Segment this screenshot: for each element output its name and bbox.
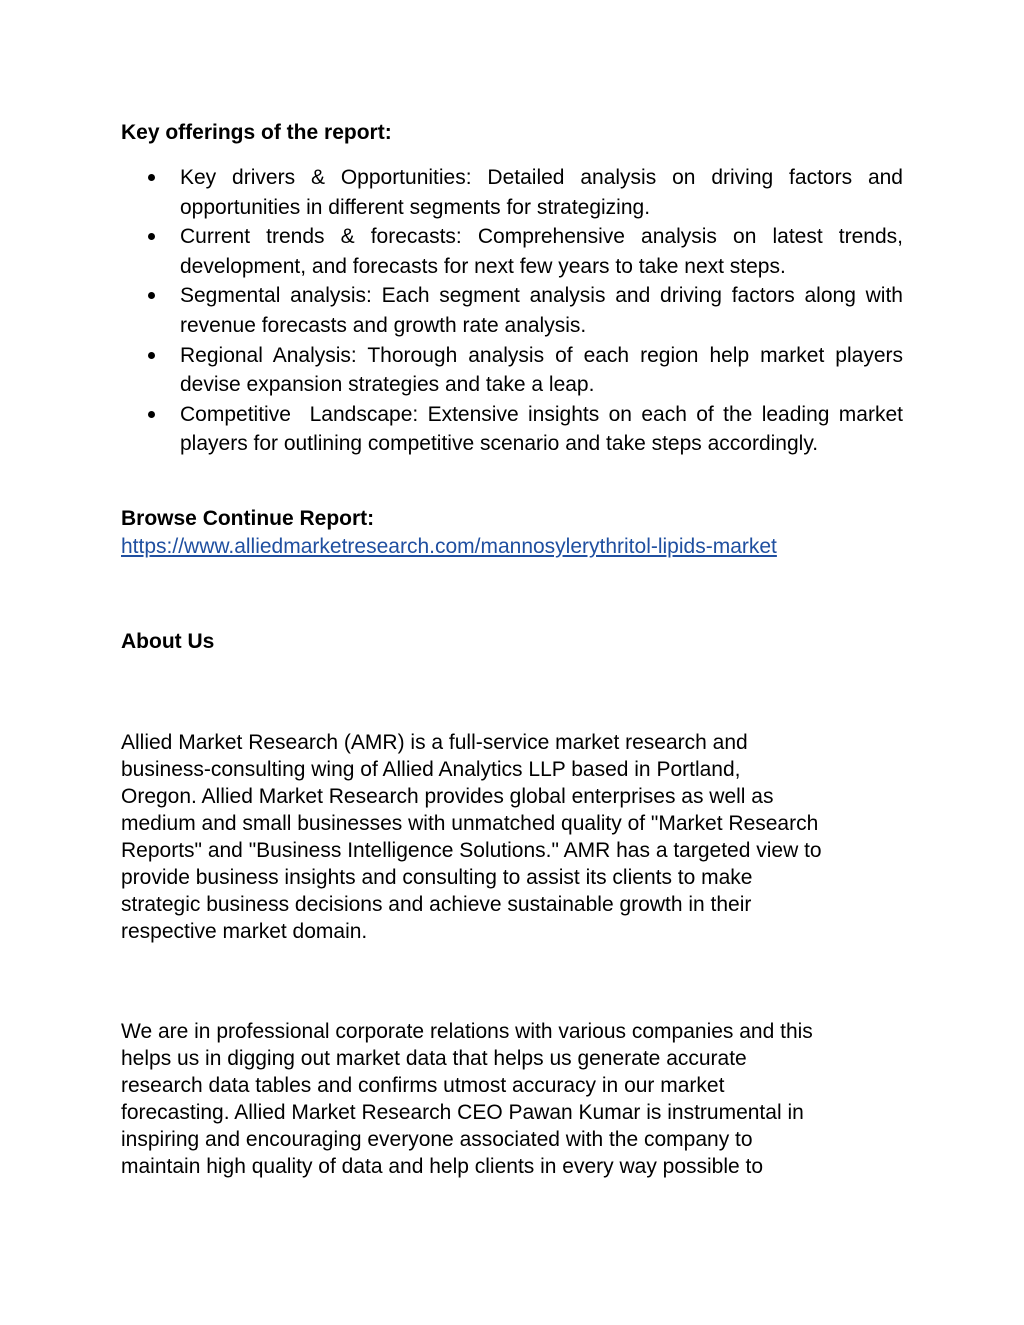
browse-heading: Browse Continue Report: [121,507,375,530]
about-paragraph-2 [121,1018,921,1180]
paragraph-line: Reports" and "Business Intelligence Solutions." AMR has a targeted view to [121,839,822,862]
offering-item-text: Key drivers & Opportunities: Detailed analysis on driving factors and opportunities in different segments for strategizing. [180,166,903,219]
offering-item-text: Segmental analysis: Each segment analysis and driving factors along with revenue forecasts and growth rate analysis. [180,284,903,337]
bullet-icon [148,411,155,418]
offering-item-segmental [0,281,903,340]
paragraph-line: helps us in digging out market data that helps us generate accurate [121,1047,747,1070]
paragraph-line: forecasting. Allied Market Research CEO Pawan Kumar is instrumental in [121,1101,804,1124]
about-heading: About Us [121,630,215,653]
paragraph-line: maintain high quality of data and help clients in every way possible to [121,1155,764,1178]
paragraph-line: respective market domain. [121,920,368,943]
report-link[interactable]: https://www.alliedmarketresearch.com/mannosylerythritol-lipids-market [121,535,777,558]
about-paragraph-1 [121,729,921,945]
paragraph-line: research data tables and confirms utmost accuracy in our market [121,1074,725,1097]
bullet-icon [148,292,155,299]
paragraph-line: Oregon. Allied Market Research provides global enterprises as well as [121,785,774,808]
offering-item-text: Competitive Landscape: Extensive insights on each of the leading market players for outlining competitive scenario and take steps accordingly. [180,402,909,456]
offering-item-text: Current trends & forecasts: Comprehensive analysis on latest trends, development, and forecasts for next few years to take next steps. [180,225,903,278]
paragraph-line: Allied Market Research (AMR) is a full-service market research and [121,731,748,754]
paragraph-line: inspiring and encouraging everyone associated with the company to [121,1128,753,1151]
offering-item-text: Regional Analysis: Thorough analysis of each region help market players devise expansion strategies and take a leap. [180,343,903,397]
bullet-icon [148,233,155,240]
paragraph-line: medium and small businesses with unmatched quality of "Market Research [121,812,819,835]
bullet-icon [148,352,155,359]
offering-item-drivers [0,163,903,222]
paragraph-line: strategic business decisions and achieve sustainable growth in their [121,893,752,916]
offering-item-competitive [0,400,909,459]
offering-item-regional [0,341,903,400]
bullet-icon [148,174,155,181]
offerings-heading: Key offerings of the report: [121,121,392,144]
offering-item-trends [0,222,903,281]
paragraph-line: We are in professional corporate relations with various companies and this [121,1020,813,1043]
paragraph-line: provide business insights and consulting to assist its clients to make [121,866,753,889]
offerings-list [0,163,1024,459]
paragraph-line: business-consulting wing of Allied Analytics LLP based in Portland, [121,758,741,781]
